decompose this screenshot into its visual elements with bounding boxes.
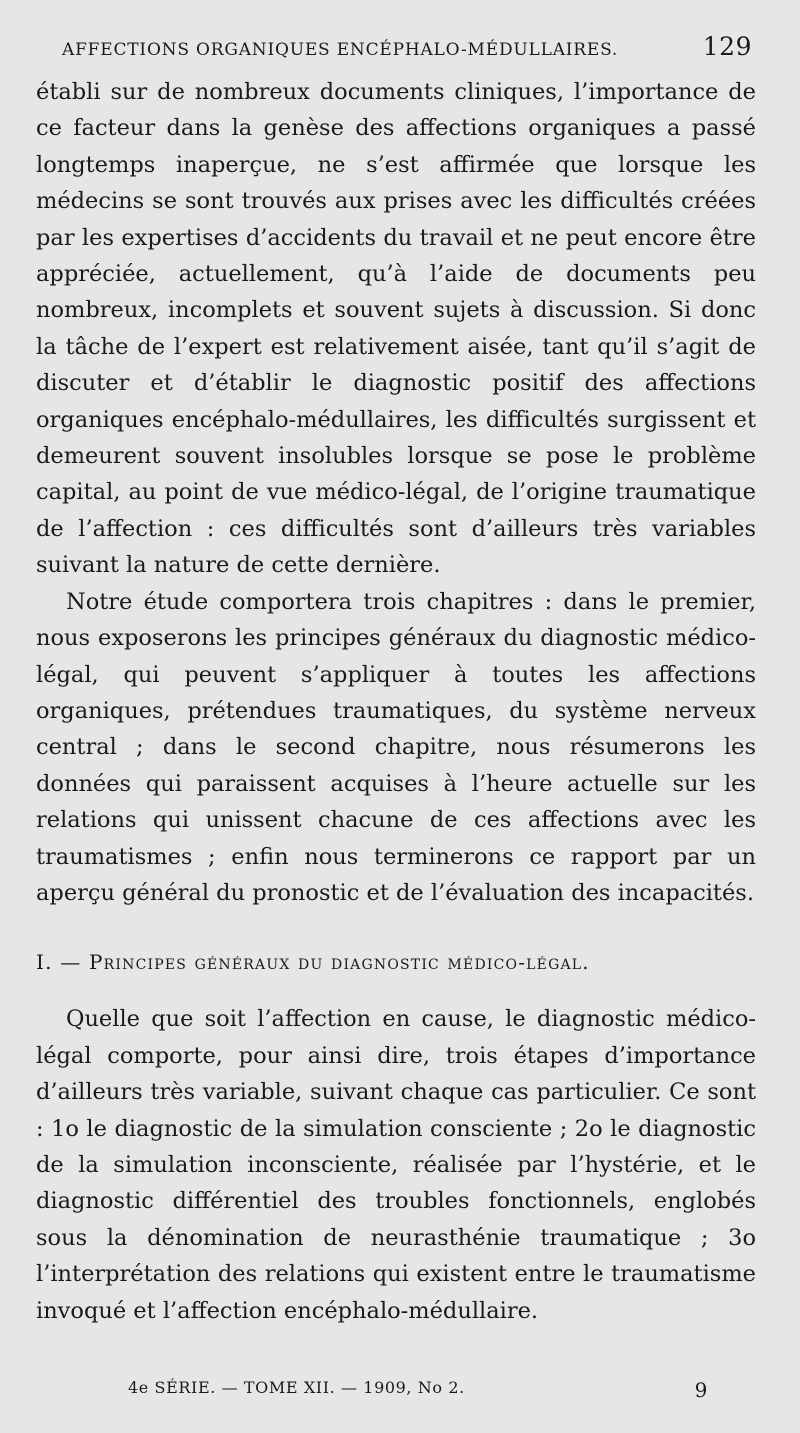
page-body — [36, 74, 756, 1329]
running-title: AFFECTIONS ORGANIQUES ENCÉPHALO-MÉDULLAIRES. — [62, 40, 619, 60]
paragraph-outline: Notre étude comportera trois chapitres : dans le premier, nous exposerons les principes généraux du diagnostic médico-légal, qui peuvent s’appliquer à toutes les affections organiques, prétendues traumatiques, du système nerveux central ; dans le second chapitre, nous résumerons les données qui paraissent acquises à l’heure actuelle sur les relations qui unissent chacune de ces affections avec les traumatismes ; enfin nous terminerons ce rapport par un aperçu général du pronostic et de l’évaluation des incapacités. — [36, 588, 756, 906]
paragraph-section-intro: Quelle que soit l’affection en cause, le diagnostic médico-légal comporte, pour ainsi dire, trois étapes d’importance d’ailleurs très variable, suivant chaque cas particulier. Ce sont : 1o le diagnostic de la simulation consciente ; 2o le diagnostic de la simulation inconsciente, réalisée par l’hystérie, et le diagnostic différentiel des troubles fonctionnels, englobés sous la dénomination de neurasthénie traumatique ; 3o l’interprétation des relations qui existent entre le traumatisme invoqué et l’affection encéphalo-médullaire. — [36, 1006, 756, 1324]
section-title: Principes généraux du diagnostic médico-légal. — [88, 950, 590, 975]
series-line: 4e SÉRIE. — TOME XII. — 1909, No 2. — [128, 1378, 465, 1397]
signature-mark: 9 — [694, 1378, 708, 1402]
section-heading — [36, 947, 756, 977]
paragraph-continued: établi sur de nombreux documents cliniques, l’importance de ce facteur dans la genèse des affections organiques a passé longtemps inaperçue, ne s’est affirmée que lorsque les médecins se sont trouvés aux prises avec les difficultés créées par les expertises d’accidents du travail et ne peut encore être appréciée, actuellement, qu’à l’aide de documents peu nombreux, incomplets et souvent sujets à discussion. Si donc la tâche de l’expert est relativement aisée, tant qu’il s’agit de discuter et d’établir le diagnostic positif des affections organiques encéphalo-médullaires, les difficultés surgissent et demeurent souvent insolubles lorsque se pose le problème capital, au point de vue médico-légal, de l’origine traumatique de l’affection : ces difficultés sont d’ailleurs très variables suivant la nature de cette dernière. — [36, 79, 756, 579]
page-header — [62, 32, 752, 66]
page-footer — [128, 1378, 708, 1402]
section-number: I. — — [36, 950, 82, 975]
page-number: 129 — [702, 32, 752, 61]
